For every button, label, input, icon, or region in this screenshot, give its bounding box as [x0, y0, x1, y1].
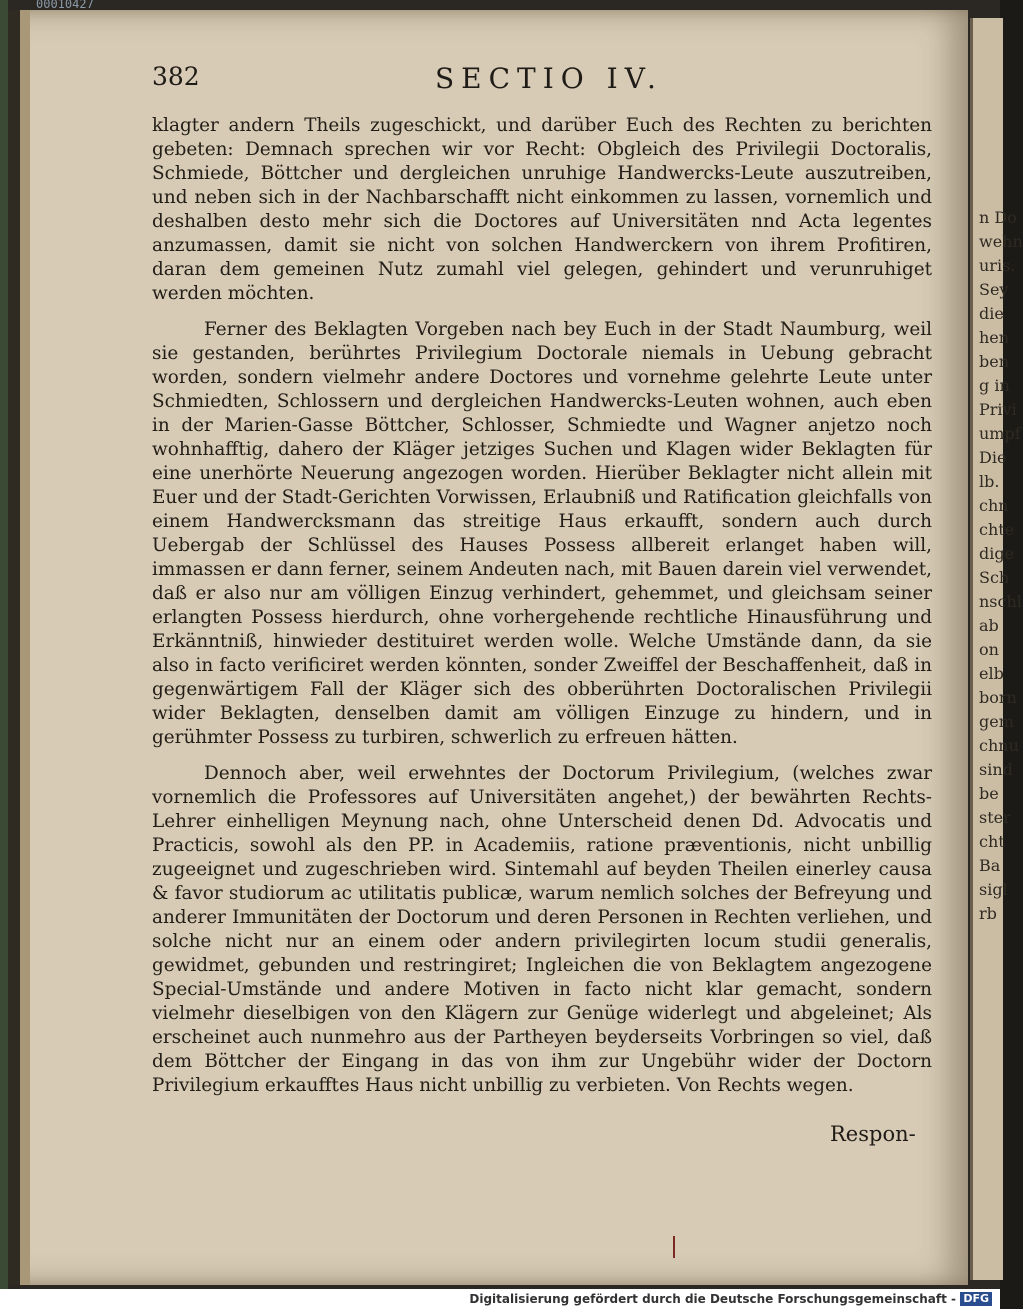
facing-page-fragment: wehn — [979, 232, 1023, 251]
facing-page-fragment: die — [979, 304, 1004, 323]
facing-page-fragment: nschl — [979, 592, 1022, 611]
paragraph-3: Dennoch aber, weil erwehntes der Doctorum Privilegium, (welches zwar vornemlich die Professores auf Universitäten angehet,) der bewährten Rechts-Lehrer einhelligen Meynung nach, ohne Unterscheid denen Dd. Advocatis und Practicis, sowohl als den PP. in Academiis, ratione præventionis, nicht unbillig zugeeignet und zugeschrieben wird. Sintemahl auf beyden Theilen einerley causa & favor studiorum ac utilitatis publicæ, warum nemlich solches der Befreyung und anderer Immunitäten der Doctorum und deren Personen in Rechten verliehen, und solche nicht nur an einem oder andern privilegirten locum studii generalis, gewidmet, gebunden und restringiret; Ingleichen die von Beklagtem angezogene Special-Umstände und andere Motiven in facto nicht klar gemacht, sondern vielmehr dieselbigen von den Klägern zur Genüge widerlegt und abgeleinet; Als erscheinet auch nunmehro aus der Partheyen beyderseits Vorbringen so viel, daß dem Böttcher der Eingang in das von ihm zur Ungebühr wider der Doctorn Privilegium erkaufftes Haus nicht unbillig zu verbieten. Von Rechts wegen. — [152, 763, 932, 1096]
facing-page-fragment: Sey — [979, 280, 1009, 299]
facing-page-fragment: gem — [979, 712, 1014, 731]
page-number: 382 — [152, 62, 200, 91]
facing-page-fragment: sind — [979, 760, 1013, 779]
facing-page-fragment: Die — [979, 448, 1007, 467]
facing-page-fragment: ab — [979, 616, 999, 635]
facing-page-fragment: born — [979, 688, 1017, 707]
facing-page-fragment: n Do — [979, 208, 1017, 227]
facing-page-fragment: lb. — [979, 472, 1000, 491]
archive-id: 00010427 — [36, 0, 94, 11]
paragraph-2: Ferner des Beklagten Vorgeben nach bey Euch in der Stadt Naumburg, weil sie gestanden, berührtes Privilegium Doctorale niemals in Uebung gebracht worden, sondern vielmehr andere Doctores und vornehme gelehrte Leute unter Schmiedten, Schlossern und dergleichen Handwercks-Leuten wohnen, auch eben in der Marien-Gasse Böttcher, Schlosser, Schmiedte und Wagner anjetzo noch wohnhafftig, dahero der Kläger jetziges Suchen und Klagen wider Beklagten für eine unerhörte Neuerung angezogen worden. Hierüber Beklagter nicht allein mit Euer und der Stadt-Gerichten Vorwissen, Erlaubniß und Ratification gleichfalls von einem Handwercksmann das streitige Haus erkaufft, sondern auch durch Uebergab der Schlüssel des Hauses Possess allbereit erlanget haben will, immassen er dann ferner, seinem Andeuten nach, mit Bauen darein viel verwendet, daß er also nur am völligen Einzug verhindert, gehemmet, und gleichsam seiner erlangten Possess hierdurch, ohne vorhergehende rechtliche Hinausführung und Erkänntniß, hinwieder destituiret werden wolle. Welche Umstände dann, da sie also in facto verificiret werden könnten, sonder Zweiffel der Beschaffenheit, daß in gegenwärtigem Fall der Kläger sich des obberührten Doctoralischen Privilegii wider Beklagten, denselben damit am völligen Einzuge zu hindern, und in gerühmter Possess zu turbiren, schwerlich zu erfreuen hätten. — [152, 319, 932, 748]
facing-page-fragment: g in — [979, 376, 1010, 395]
dfg-logo: DFG — [960, 1292, 992, 1306]
section-title: SECTIO IV. — [435, 62, 663, 95]
facing-page-fragment: uris. — [979, 256, 1016, 275]
facing-page-fragment: ben — [979, 352, 1010, 371]
paragraph-1: klagter andern Theils zugeschickt, und darüber Euch des Rechten zu berichten gebeten: Demnach sprechen wir vor Recht: Obgleich des Privilegii Doctoralis, Schmiede, Böttcher und dergleichen unruhige Handwercks-Leute auszutreiben, und neben sich in der Nachbarschafft nicht einkommen zu lassen, vornemlich und deshalben desto mehr sich die Doctores auf Universitäten nnd Acta legentes anzumassen, damit sie nicht von solchen Handwerckern von ihrem Profitiren, daran dem gemeinen Nutz zumahl viel gelegen, gehindert und verunruhiget werden möchten. — [152, 115, 932, 304]
facing-page-edge — [970, 18, 1023, 1280]
facing-page-fragment: hen — [979, 328, 1010, 347]
facing-page-fragment: elb — [979, 664, 1004, 683]
facing-page-fragment: dige — [979, 544, 1015, 563]
show-through-text — [170, 1092, 930, 1152]
footer-bar — [0, 1289, 1000, 1309]
page-left-edge — [8, 10, 20, 1285]
facing-page-fragment: ster — [979, 808, 1011, 827]
facing-page-fragment: chte — [979, 520, 1015, 539]
facing-page-fragment: chn — [979, 496, 1009, 515]
binding-strip — [0, 0, 8, 1289]
facing-page-fragment: umpf — [979, 424, 1021, 443]
binding-thread — [673, 1236, 675, 1258]
facing-page-fragment: on — [979, 640, 999, 659]
facing-page-fragment: Ba — [979, 856, 1001, 875]
catchword: Respon- — [830, 1122, 916, 1146]
page-inner-edge — [20, 10, 30, 1285]
facing-page-fragment: chnu — [979, 736, 1019, 755]
facing-page-fragment: cht — [979, 832, 1005, 851]
footer-credit: Digitalisierung gefördert durch die Deutsche Forschungsgemeinschaft - — [469, 1292, 956, 1306]
body-text — [152, 114, 932, 1110]
facing-page-fragment: sigl — [979, 880, 1008, 899]
facing-page-fragment: Sch — [979, 568, 1010, 587]
facing-page-fragment: be — [979, 784, 999, 803]
facing-page-fragment: rb — [979, 904, 997, 923]
facing-page-fragment: Privi — [979, 400, 1017, 419]
